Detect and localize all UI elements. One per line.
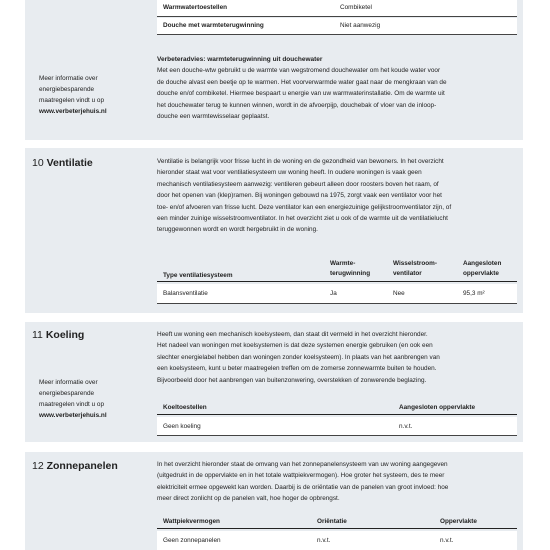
column-header: Aangesloten oppervlakte [399, 404, 475, 411]
ventilation-table [157, 256, 517, 308]
table-cell: 95,3 m² [463, 290, 485, 297]
text-line: toe- en/of afvoeren van frisse lucht. Deze ventilator kan een energiezuinige gelijkstroomventilator zijn, of [157, 203, 452, 211]
section-title [32, 157, 93, 169]
table-cell: Niet aanwezig [340, 22, 381, 29]
text-line: Bijvoorbeeld door het aanbrengen van buitenzonwering, overstekken of zonwerende beglazing. [157, 376, 427, 384]
table-header [157, 256, 517, 282]
text-line: de douche alvast een beetje op te warmen. Het voorverwarmde water gaat naar de mengkraan van de [157, 78, 447, 86]
column-header: Wisselstroom- ventilator [393, 260, 437, 277]
advice-block [157, 54, 517, 122]
section-title [32, 460, 118, 472]
text-line: (uitgedrukt in de oppervlakte en in het totale wattpiekvermogen). Hoe groter het systeem, des te meer [157, 472, 445, 480]
section-cooling [25, 322, 523, 442]
table-cell: Warmwatertoestellen [163, 4, 228, 11]
text-line: meer direct zonlicht op de panelen valt, hoe hoger de opbrengst. [157, 495, 340, 503]
table-cell: n.v.t. [440, 537, 454, 544]
table-header [157, 516, 517, 529]
side-note-line: Meer informatie over [39, 379, 98, 386]
section-solar-panels [25, 452, 523, 550]
cooling-table [157, 402, 517, 436]
section-number: 12 [32, 460, 44, 472]
text-line: elektriciteit ermee opgewekt kan worden. Daarbij is de oriëntatie van de panelen van groot invloed: hoe [157, 483, 449, 491]
text-line: mechanisch ventilatiesysteem aanwezig: ventileren gebeurt alleen door roosters boven het raam, of [157, 180, 439, 188]
table-cell: n.v.t. [399, 423, 413, 430]
text-line: Het nadeel van woningen met koelsystemen is dat deze systemen energie gebruiken (en ook een [157, 342, 433, 350]
solar-text [157, 459, 517, 505]
column-header: Oppervlakte [440, 518, 477, 525]
text-line: door het openen van (klep)ramen. Bij woningen gebouwd na 1975, zorgt vaak een ventilator voor het [157, 192, 442, 200]
table-row [157, 417, 517, 436]
advice-title: Verbeteradvies: warmteterugwinning uit douchewater [157, 56, 323, 63]
side-note-line: energiebesparende [39, 390, 95, 397]
column-header: Type ventilatiesysteem [163, 272, 233, 279]
text-line: hieronder staat wat voor ventilatiesysteem uw woning heeft. In oudere woningen is vaak geen [157, 169, 422, 177]
side-note [39, 377, 151, 421]
section-number: 10 [32, 157, 44, 169]
side-note-line: maatregelen vindt u op [39, 401, 105, 408]
warm-water-table [157, 0, 517, 34]
text-line: Heeft uw woning een mechanisch koelsysteem, dan staat dit vermeld in het overzicht hieronder. [157, 331, 428, 338]
section-number: 11 [32, 329, 43, 341]
table-cell: n.v.t. [317, 537, 331, 544]
table-cell: Geen zonnepanelen [163, 537, 221, 544]
cooling-text [157, 329, 517, 386]
column-header: Aangesloten oppervlakte [463, 260, 502, 277]
solar-table [157, 516, 517, 550]
text-line: een minder zuinige wisselstroomventilator. In het overzicht ziet u ook of de warmte uit de ventilatielucht [157, 215, 448, 223]
section-title [32, 329, 84, 341]
text-line: douche een warmtewisselaar geplaatst. [157, 113, 270, 121]
text-line: slechter energielabel hebben dan woningen zonder koelsysteem). In plaats van het aanbrengen van [157, 353, 440, 361]
table-cell: Douche met warmteterugwinning [163, 22, 264, 29]
table-cell: Geen koeling [163, 423, 201, 430]
text-line: In het overzicht hieronder staat de omvang van het zonnepanelensysteem van uw woning aangegeven [157, 461, 448, 468]
table-cell: Balansventilatie [163, 290, 208, 297]
side-note-line: energiebesparende [39, 86, 95, 93]
column-header: Koeltoestellen [163, 404, 207, 411]
section-heading: Koeling [45, 329, 85, 341]
text-line: het douchewater terug te kunnen winnen, wordt in de afvoerpijp, douchebak of vloer van de inloop- [157, 101, 437, 109]
side-note-line: maatregelen vindt u op [39, 97, 105, 104]
table-row [157, 284, 517, 304]
text-line: Met een douche-wtw gebruikt u de warmte van wegstromend douchewater om het koude water voor [157, 67, 441, 75]
table-cell: Combiketel [340, 4, 372, 11]
table-header [157, 402, 517, 415]
text-line: teruggewonnen wordt en wordt hergebruikt in de woning. [157, 226, 318, 234]
column-header: Warmte- terugwinning [330, 260, 371, 277]
section-ventilation [25, 148, 523, 313]
side-note-line: Meer informatie over [39, 75, 98, 82]
section-warm-water [25, 0, 523, 140]
verbeterjehuis-link[interactable]: www.verbeterjehuis.nl [39, 412, 107, 419]
text-line: Ventilatie is belangrijk voor frisse lucht in de woning en de gezondheid van bewoners. In het overzicht [157, 158, 444, 165]
side-note [39, 73, 151, 117]
advice-text [157, 65, 517, 122]
table-row [157, 531, 517, 550]
text-line: een koelsysteem, kunt u beter maatregelen treffen om de zomerse zonnewarmte buiten te houden. [157, 365, 437, 373]
section-heading: Zonnepanelen [46, 460, 118, 472]
table-row [157, 0, 517, 17]
column-header: Wattpiekvermogen [163, 518, 220, 525]
section-heading: Ventilatie [46, 157, 93, 169]
table-cell: Nee [393, 290, 405, 297]
table-cell: Ja [330, 290, 337, 297]
text-line: douche en/of combiketel. Hiermee bespaart u energie van uw warmwaterinstallatie. Om de warmte uit [157, 90, 445, 98]
ventilation-text [157, 156, 517, 236]
verbeterjehuis-link[interactable]: www.verbeterjehuis.nl [39, 108, 107, 115]
table-row [157, 18, 517, 35]
column-header: Oriëntatie [317, 518, 347, 525]
